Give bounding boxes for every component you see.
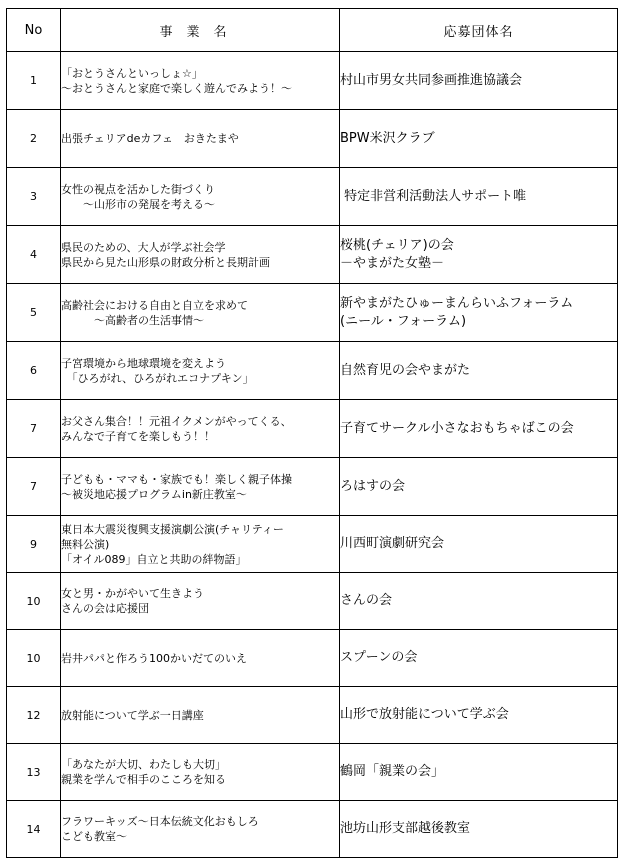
applicant-group-line: 自然育児の会やまがた xyxy=(340,362,471,378)
project-name-line: みんなで子育てを楽しもう！！ xyxy=(61,429,215,443)
grant-projects-table xyxy=(6,8,618,858)
project-name-cell xyxy=(61,516,340,573)
project-name-line: 県民のための、大人が学ぶ社会学 xyxy=(61,240,226,254)
project-name-line: 「ひろがれ、ひろがれエコナプキン」 xyxy=(61,371,254,385)
applicant-group-line: 子育てサークル小さなおもちゃばこの会 xyxy=(340,420,574,436)
project-name-line: 女と男・かがやいて生きよう xyxy=(61,587,204,600)
row-number: 10 xyxy=(7,630,61,687)
project-name-line: お父さん集合！！元祖イクメンがやってくる、 xyxy=(61,414,292,428)
project-name-line: 女性の視点を活かした街づくり xyxy=(61,182,215,196)
applicant-group-cell xyxy=(340,342,618,400)
project-name-line: 「オイル089」自立と共助の絆物語」 xyxy=(61,552,247,566)
applicant-group-cell xyxy=(340,744,618,801)
applicant-group-cell xyxy=(340,400,618,458)
row-number: 5 xyxy=(7,284,61,342)
row-number: 14 xyxy=(7,801,61,858)
applicant-group-line: 特定非営利活動法人サポート唯 xyxy=(340,188,527,204)
table-row xyxy=(7,342,618,400)
project-name-line: 東日本大震災復興支援演劇公演(チャリティー xyxy=(61,522,284,536)
applicant-group-cell xyxy=(340,226,618,284)
applicant-group-line: ろはすの会 xyxy=(340,478,406,494)
project-name-line: 「おとうさんといっしょ☆」 xyxy=(61,66,203,80)
applicant-group-cell xyxy=(340,630,618,687)
applicant-group-cell xyxy=(340,687,618,744)
project-name-cell xyxy=(61,573,340,630)
row-number: 13 xyxy=(7,744,61,801)
applicant-group-cell xyxy=(340,284,618,342)
header-applicant-group: 応募団体名 xyxy=(340,9,618,52)
table-row xyxy=(7,400,618,458)
applicant-group-line: 池坊山形支部越後教室 xyxy=(340,821,471,836)
project-name-cell xyxy=(61,284,340,342)
applicant-group-cell xyxy=(340,573,618,630)
applicant-group-line: BPW米沢クラブ xyxy=(340,130,435,146)
applicant-group-line: 山形で放射能について学ぶ会 xyxy=(340,707,509,722)
applicant-group-cell xyxy=(340,52,618,110)
applicant-group-cell xyxy=(340,801,618,858)
project-name-cell xyxy=(61,687,340,744)
project-name-cell xyxy=(61,110,340,168)
project-name-line: ～おとうさんと家庭で楽しく遊んでみよう！～ xyxy=(61,81,292,95)
project-name-line: 親業を学んで相手のこころを知る xyxy=(61,773,226,786)
applicant-group-line: (ニール・フォーラム) xyxy=(340,313,467,329)
project-name-line: フラワーキッズ～日本伝統文化おもしろ xyxy=(61,815,259,828)
applicant-group-line: スプーンの会 xyxy=(340,650,418,665)
applicant-group-line: 村山市男女共同参画推進協議会 xyxy=(340,72,523,88)
table-row xyxy=(7,516,618,573)
project-name-line: 岩井パパと作ろう100かいだてのいえ xyxy=(61,651,247,665)
project-name-line: ～高齢者の生活事情～ xyxy=(61,313,204,327)
project-name-line: 子宮環境から地球環境を変えよう xyxy=(61,356,226,370)
row-number: 4 xyxy=(7,226,61,284)
project-name-line: ～山形市の発展を考える～ xyxy=(61,197,215,211)
project-name-cell xyxy=(61,226,340,284)
row-number: 7 xyxy=(7,400,61,458)
table-row xyxy=(7,630,618,687)
project-name-cell xyxy=(61,400,340,458)
row-number: 9 xyxy=(7,516,61,573)
project-name-line: 県民から見た山形県の財政分析と長期計画 xyxy=(61,255,270,269)
header-no: No xyxy=(7,9,61,52)
project-name-line: 無料公演) xyxy=(61,537,110,551)
table-row xyxy=(7,284,618,342)
table-row xyxy=(7,226,618,284)
project-name-line: 出張チェリアdeカフェ おきたまや xyxy=(61,132,239,145)
project-name-line: 放射能について学ぶ一日講座 xyxy=(61,708,204,722)
row-number: 10 xyxy=(7,573,61,630)
project-name-line: 高齢社会における自由と自立を求めて xyxy=(61,298,248,312)
project-name-cell xyxy=(61,744,340,801)
table-row xyxy=(7,110,618,168)
project-name-cell xyxy=(61,801,340,858)
row-number: 1 xyxy=(7,52,61,110)
project-name-line: 「あなたが大切、わたしも大切」 xyxy=(61,758,226,771)
table-row xyxy=(7,52,618,110)
applicant-group-line: 新やまがたひゅーまんらいふフォーラム xyxy=(340,295,574,311)
header-project-name: 事業名 xyxy=(61,9,340,52)
project-name-cell xyxy=(61,458,340,516)
table-body xyxy=(7,52,618,858)
applicant-group-cell xyxy=(340,458,618,516)
row-number: 12 xyxy=(7,687,61,744)
project-name-cell xyxy=(61,630,340,687)
table-header-row xyxy=(7,9,618,52)
project-name-line: こども教室～ xyxy=(61,830,127,843)
row-number: 2 xyxy=(7,110,61,168)
project-name-line: さんの会は応援団 xyxy=(61,602,149,615)
row-number: 7 xyxy=(7,458,61,516)
applicant-group-cell xyxy=(340,110,618,168)
project-name-line: ～被災地応援プログラムin新庄教室～ xyxy=(61,487,247,501)
row-number: 3 xyxy=(7,168,61,226)
project-name-cell xyxy=(61,52,340,110)
applicant-group-cell xyxy=(340,516,618,573)
table-row xyxy=(7,458,618,516)
project-name-cell xyxy=(61,168,340,226)
row-number: 6 xyxy=(7,342,61,400)
applicant-group-line: さんの会 xyxy=(340,593,393,608)
project-name-cell xyxy=(61,342,340,400)
table-row xyxy=(7,744,618,801)
table-row xyxy=(7,687,618,744)
applicant-group-line: 桜桃(チェリア)の会 xyxy=(340,237,454,253)
table-row xyxy=(7,801,618,858)
table-row xyxy=(7,168,618,226)
applicant-group-line: 鶴岡「親業の会」 xyxy=(340,764,445,779)
project-name-line: 子どもも・ママも・家族でも！楽しく親子体操 xyxy=(61,472,292,486)
applicant-group-line: 川西町演劇研究会 xyxy=(340,536,445,551)
applicant-group-cell xyxy=(340,168,618,226)
applicant-group-line: －やまがた女塾－ xyxy=(340,255,445,271)
table-row xyxy=(7,573,618,630)
